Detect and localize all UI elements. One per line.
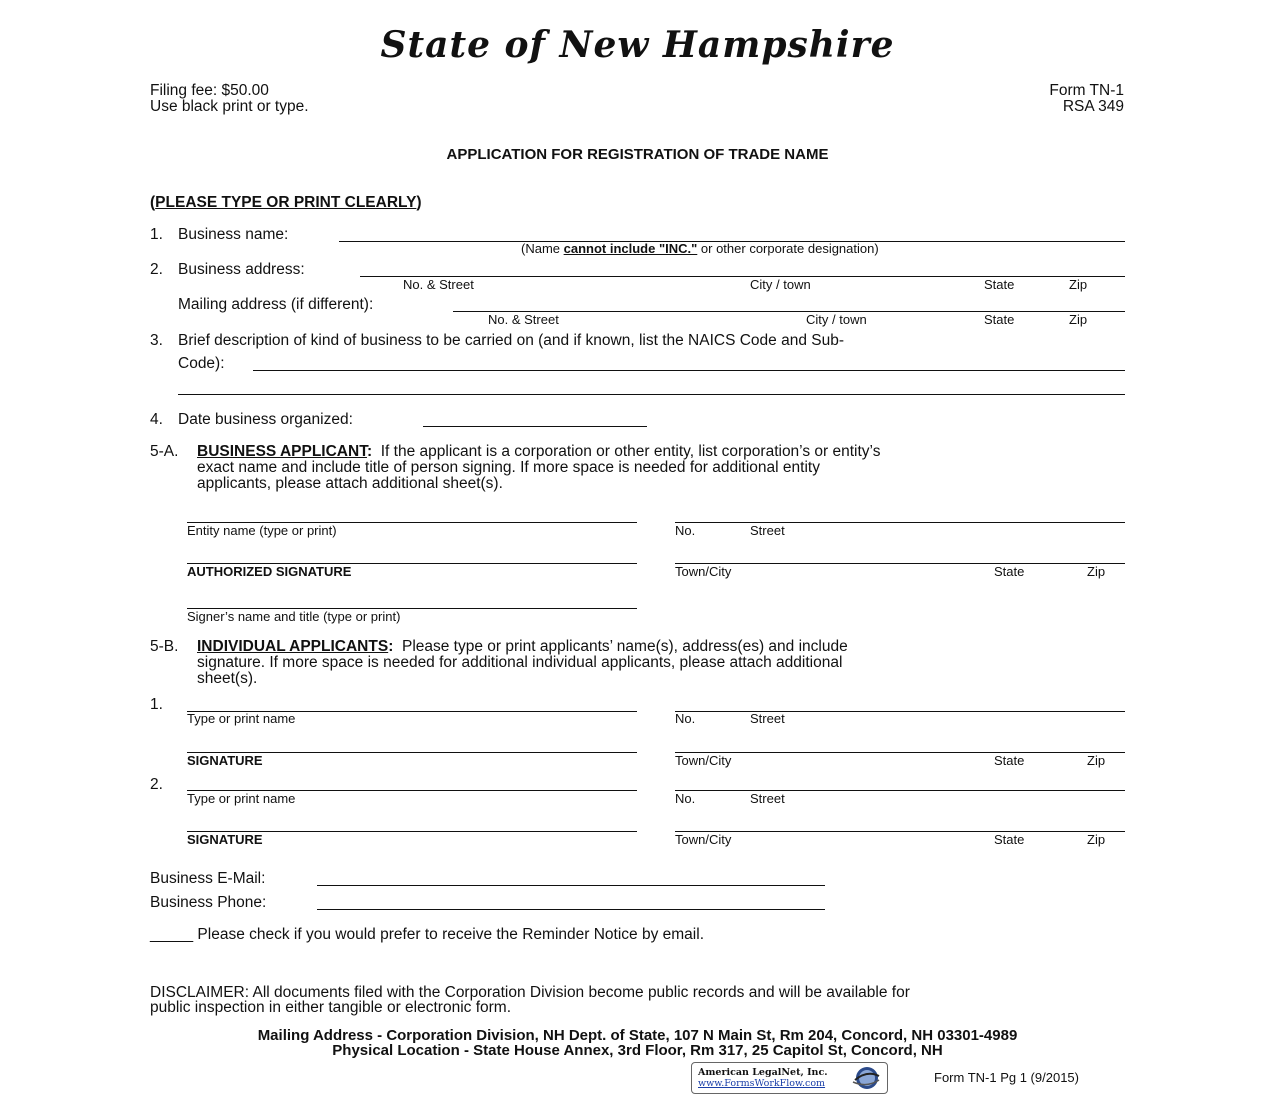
authorized-signature-label: AUTHORIZED SIGNATURE [187, 564, 352, 579]
applicant-1-name-label: Type or print name [187, 711, 296, 726]
applicant-1-signature-label: SIGNATURE [187, 753, 263, 768]
business-name-note [521, 241, 879, 256]
applicant-2-town-field[interactable] [675, 831, 1125, 832]
mailing-zip-sublabel: Zip [1069, 312, 1088, 327]
globe-icon [849, 1066, 881, 1090]
applicant-2-state-label: State [994, 832, 1025, 847]
description-line1: Brief description of kind of business to be carried on (and if known, list the NAICS Code and Sub- [178, 332, 844, 349]
entity-street-field[interactable] [675, 522, 1125, 523]
mailing-city-sublabel: City / town [806, 312, 867, 327]
entity-name-label: Entity name (type or print) [187, 523, 337, 538]
page-info: Form TN-1 Pg 1 (9/2015) [934, 1070, 1079, 1085]
q3-number: 3. [150, 332, 163, 349]
page-title: State of New Hampshire [380, 24, 895, 66]
city-sublabel: City / town [750, 277, 811, 292]
applicant-1-town-field[interactable] [675, 752, 1125, 753]
q5a-line2: exact name and include title of person signing. If more space is needed for additional entity [197, 459, 820, 476]
mailing-street-sublabel: No. & Street [488, 312, 559, 327]
disclaimer-line2: public inspection in either tangible or electronic form. [150, 999, 511, 1016]
filing-fee: Filing fee: $50.00 [150, 82, 269, 99]
q5a-number: 5-A. [150, 443, 179, 460]
q5a-line3: applicants, please attach additional sheet(s). [197, 475, 503, 492]
entity-town-label: Town/City [675, 564, 732, 579]
zip-sublabel: Zip [1069, 277, 1088, 292]
form-id: Form TN-1 [1049, 82, 1124, 99]
applicant-2-street-label: Street [750, 791, 785, 806]
q5b-line3: sheet(s). [197, 670, 258, 687]
q5b-line2: signature. If more space is needed for additional individual applicants, please attach additional [197, 654, 843, 671]
form-title: APPLICATION FOR REGISTRATION OF TRADE NAME [446, 146, 829, 163]
description-line2: Code): [178, 355, 225, 372]
applicant-1-street-field[interactable] [675, 711, 1125, 712]
q2-number: 2. [150, 261, 163, 278]
disclaimer-line1: DISCLAIMER: All documents filed with the Corporation Division become public records and will be available for [150, 984, 910, 1001]
mailing-address-footer: Mailing Address - Corporation Division, NH Dept. of State, 107 N Main St, Rm 204, Concord, NH 03301-4989 [257, 1027, 1018, 1044]
entity-street-label: Street [750, 523, 785, 538]
applicant-2-street-field[interactable] [675, 790, 1125, 791]
print-instruction: Use black print or type. [150, 98, 309, 115]
description-field-1[interactable] [253, 370, 1125, 371]
applicant-2-no-label: No. [675, 791, 696, 806]
q5a-colon: : [366, 443, 373, 460]
business-phone-label: Business Phone: [150, 894, 267, 911]
q5b-number: 5-B. [150, 638, 179, 655]
logo-url[interactable]: www.FormsWorkFlow.com [698, 1078, 826, 1089]
applicant-2-name-label: Type or print name [187, 791, 296, 806]
reminder-text: Please check if you would prefer to receive the Reminder Notice by email. [197, 926, 704, 943]
business-applicant-heading: BUSINESS APPLICANT [197, 443, 367, 460]
description-field-2[interactable] [178, 394, 1125, 395]
please-type-text: PLEASE TYPE OR PRINT CLEARLY [155, 194, 417, 211]
please-type-heading [150, 194, 422, 212]
entity-state-label: State [994, 564, 1025, 579]
paren-close: ) [416, 194, 422, 211]
mailing-address-label: Mailing address (if different): [178, 296, 374, 313]
applicant-1-zip-label: Zip [1087, 753, 1106, 768]
business-email-label: Business E-Mail: [150, 870, 266, 887]
q5a-text1: If the applicant is a corporation or other entity, list corporation’s or entity’s [380, 443, 881, 460]
q1-number: 1. [150, 226, 163, 243]
q5b-colon: : [388, 638, 394, 655]
reminder-row [150, 926, 704, 944]
applicant-2-town-label: Town/City [675, 832, 732, 847]
business-name-label: Business name: [178, 226, 289, 243]
applicant-1-state-label: State [994, 753, 1025, 768]
entity-no-label: No. [675, 523, 696, 538]
applicant-2-zip-label: Zip [1087, 832, 1106, 847]
applicant-2-number: 2. [150, 776, 163, 793]
applicant-1-number: 1. [150, 696, 163, 713]
physical-location-footer: Physical Location - State House Annex, 3rd Floor, Rm 317, 25 Capitol St, Concord, NH [332, 1042, 943, 1059]
applicant-2-signature-label: SIGNATURE [187, 832, 263, 847]
state-sublabel: State [984, 277, 1015, 292]
applicant-1-street-label: Street [750, 711, 785, 726]
q4-number: 4. [150, 411, 163, 428]
business-phone-field[interactable] [317, 909, 825, 910]
note-pre: (Name [521, 241, 564, 256]
date-organized-label: Date business organized: [178, 411, 353, 428]
entity-zip-label: Zip [1087, 564, 1106, 579]
business-address-label: Business address: [178, 261, 305, 278]
reminder-checkbox[interactable]: _____ [150, 926, 194, 943]
note-post: or other corporate designation) [697, 241, 879, 256]
mailing-state-sublabel: State [984, 312, 1015, 327]
rsa-reference: RSA 349 [1062, 98, 1124, 115]
logo-company: American LegalNet, Inc. [698, 1067, 828, 1078]
paren-open: ( [150, 194, 156, 211]
american-legalnet-logo[interactable] [691, 1062, 888, 1094]
q5b-text1: Please type or print applicants’ name(s), address(es) and include [401, 638, 848, 655]
business-email-field[interactable] [317, 885, 825, 886]
entity-town-field[interactable] [675, 563, 1125, 564]
applicant-1-town-label: Town/City [675, 753, 732, 768]
note-bold: cannot include "INC." [563, 241, 698, 256]
date-organized-field[interactable] [423, 426, 647, 427]
applicant-1-no-label: No. [675, 711, 696, 726]
signer-name-label: Signer’s name and title (type or print) [187, 609, 401, 624]
street-sublabel: No. & Street [403, 277, 474, 292]
individual-applicants-heading: INDIVIDUAL APPLICANTS [197, 638, 389, 655]
